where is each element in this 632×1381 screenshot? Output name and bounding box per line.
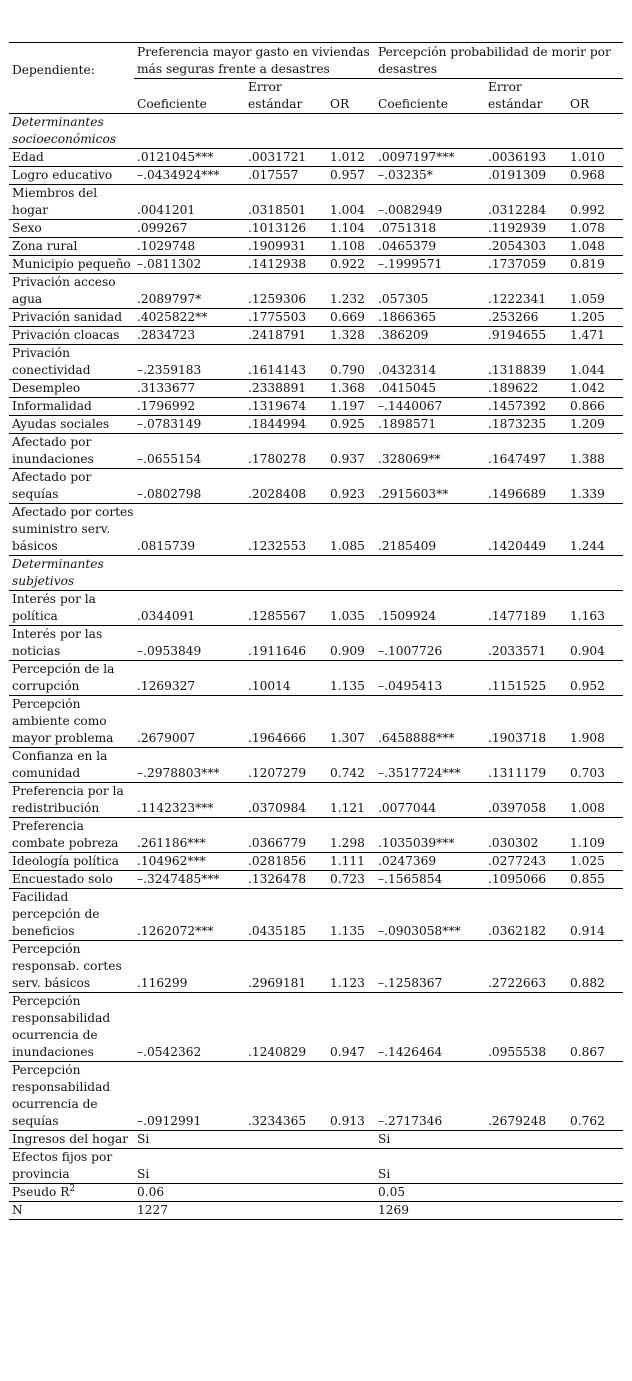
se-2-cell: .1311179 [488,766,547,780]
coef-2-cell: .1898571 [378,417,437,431]
coef-header-2: Coeficiente [378,97,448,111]
se-1-cell: .1207279 [248,766,307,780]
or-1-cell: 0.723 [330,872,365,886]
or-2-cell: 1.078 [570,221,605,235]
or-1-cell: 1.004 [330,203,365,217]
se-2-cell: .1318839 [488,363,547,377]
coef-1-cell: –.2978803*** [137,766,220,780]
se-2-cell: .2722663 [488,976,547,990]
or-1-cell: 1.135 [330,679,365,693]
se-2-cell: .1222341 [488,292,547,306]
section-title: Determinantes socioeconómicos [12,115,117,146]
regression-table [9,42,623,1220]
se-1-cell: .0435185 [248,924,307,938]
or-1-cell: 0.922 [330,257,365,271]
or-2-cell: 0.819 [570,257,605,271]
coef-2-cell: –.1426464 [378,1045,443,1059]
or-1-cell: 1.197 [330,399,365,413]
row-label: Desempleo [12,381,81,395]
coef-2-cell: .0077044 [378,801,437,815]
coef-2-cell: .057305 [378,292,429,306]
empty-cell [375,114,485,149]
se-1-cell: .10014 [248,679,291,693]
or-2-cell: 0.992 [570,203,605,217]
se-2-cell: .1647497 [488,452,547,466]
se-2-cell: .189622 [488,381,539,395]
or-2-cell: 0.855 [570,872,605,886]
table-row [9,256,623,274]
se-2-cell: .1457392 [488,399,547,413]
footer-value-1: 1227 [137,1203,169,1217]
empty-cell [134,114,245,149]
or-2-cell: 0.904 [570,644,605,658]
coef-2-cell: .6458888*** [378,731,455,745]
se-1-cell: .3234365 [248,1114,307,1128]
or-1-cell: 1.328 [330,328,365,342]
or-1-cell: 0.669 [330,310,365,324]
empty-cell [245,114,327,149]
or-1-cell: 1.135 [330,924,365,938]
se-2-cell: .0312284 [488,203,547,217]
or-2-cell: 1.048 [570,239,605,253]
coef-2-cell: .0432314 [378,363,437,377]
table-row [9,220,623,238]
or-1-cell: 0.790 [330,363,365,377]
row-label: Municipio pequeño [12,257,131,271]
coef-2-cell: –.1999571 [378,257,443,271]
row-label: Interés por las noticias [12,627,103,658]
se-header-1: Error estándar [245,79,327,114]
se-2-cell: .1420449 [488,539,547,553]
coef-2-cell: .328069** [378,452,441,466]
footer-label-text: Efectos fijos por provincia [12,1150,113,1181]
coef-1-cell: –.0811302 [137,257,202,271]
se-1-cell: .0031721 [248,150,307,164]
row-label: Ayudas sociales [12,417,110,431]
row-label: Logro educativo [12,168,113,182]
or-1-cell: 0.913 [330,1114,365,1128]
se-2-cell: .0191309 [488,168,547,182]
coef-2-cell: –.1007726 [378,644,443,658]
coef-1-cell: .0344091 [137,609,196,623]
or-2-cell: 1.109 [570,836,605,850]
group1-header: Preferencia mayor gasto en viviendas más seguras frente a desastres [137,45,370,76]
se-1-cell: .1232553 [248,539,307,553]
or-2-cell: 0.882 [570,976,605,990]
or-1-cell: 0.957 [330,168,365,182]
coef-2-cell: .0415045 [378,381,437,395]
coef-2-cell: .0097197*** [378,150,455,164]
se-1-cell: .1326478 [248,872,307,886]
table-row [9,149,623,167]
row-label: Informalidad [12,399,92,413]
or-2-cell: 1.044 [570,363,605,377]
se-1-cell: .1285567 [248,609,307,623]
or-1-cell: 1.108 [330,239,365,253]
coef-1-cell: –.0912991 [137,1114,202,1128]
row-label: Facilidad percepción de beneficios [12,890,100,938]
row-label: Privación cloacas [12,328,120,342]
se-header-2: Error estándar [488,80,543,111]
se-2-cell: .030302 [488,836,539,850]
coef-2-cell: –.1440067 [378,399,443,413]
or-2-cell: 1.059 [570,292,605,306]
or-1-cell: 1.123 [330,976,365,990]
empty-cell [327,556,375,591]
table-row [9,434,623,469]
row-label: Privación sanidad [12,310,122,324]
se-1-cell: .0366779 [248,836,307,850]
coef-1-cell: .1029748 [137,239,196,253]
or-2-cell: 1.205 [570,310,605,324]
coef-1-cell: .0041201 [137,203,196,217]
coef-1-cell: .261186*** [137,836,206,850]
se-1-cell: .1775503 [248,310,307,324]
empty-cell [375,556,485,591]
coef-1-cell: –.3247485*** [137,872,220,886]
or-1-cell: 1.111 [330,854,365,868]
se-1-cell: .017557 [248,168,299,182]
table-body [9,114,623,1220]
coef-2-cell: .1035039*** [378,836,455,850]
se-2-cell: .0362182 [488,924,547,938]
table-row [9,167,623,185]
se-1-cell: .1013126 [248,221,307,235]
row-label: Zona rural [12,239,78,253]
coef-1-cell: –.0783149 [137,417,202,431]
table-row [9,818,623,853]
or-2-cell: 1.244 [570,539,605,553]
se-2-cell: .1903718 [488,731,547,745]
se-2-cell: .1873235 [488,417,547,431]
coef-1-cell: .0815739 [137,539,196,553]
or-1-cell: 1.035 [330,609,365,623]
coef-1-cell: .0121045*** [137,150,214,164]
row-label: Percepción responsab. cortes serv. básicos [12,942,122,990]
coef-2-cell: .2185409 [378,539,437,553]
table-row [9,345,623,380]
or-2-cell: 1.163 [570,609,605,623]
dependiente-label: Dependiente: [12,62,95,77]
coef-2-cell: .1866365 [378,310,437,324]
or-2-cell: 0.703 [570,766,605,780]
coef-2-cell: –.3517724*** [378,766,461,780]
coef-1-cell: .4025822** [137,310,208,324]
footer-label [9,1149,134,1184]
footer-label-text: Pseudo R [12,1185,70,1199]
table-header [9,43,623,114]
footer-label [9,1202,134,1220]
or-2-cell: 1.388 [570,452,605,466]
empty-cell [485,114,567,149]
or-1-cell: 1.085 [330,539,365,553]
or-1-cell: 1.298 [330,836,365,850]
empty-cell [567,556,623,591]
or-2-cell: 1.209 [570,417,605,431]
coef-2-cell: .0247369 [378,854,437,868]
table-row [9,783,623,818]
coef-1-cell: .1269327 [137,679,196,693]
footer-value-2: Si [378,1167,391,1181]
coef-1-cell: .3133677 [137,381,196,395]
table-row [9,661,623,696]
table-row [9,626,623,661]
or-1-cell: 1.012 [330,150,365,164]
row-label: Edad [12,150,44,164]
coef-2-cell: –.1258367 [378,976,443,990]
table-row [9,941,623,993]
se-2-cell: .1496689 [488,487,547,501]
footer-value-2: Si [378,1132,391,1146]
row-label: Percepción responsabilidad ocurrencia de inundaciones [12,994,111,1059]
or-header-1: OR [327,79,375,114]
se-2-cell: .0036193 [488,150,547,164]
table-row [9,238,623,256]
coef-1-cell: –.0542362 [137,1045,202,1059]
se-1-cell: .1412938 [248,257,307,271]
se-1-cell: .2418791 [248,328,307,342]
se-2-cell: .2679248 [488,1114,547,1128]
table-row [9,416,623,434]
se-1-cell: .1964666 [248,731,307,745]
or-header-2: OR [570,97,590,111]
coef-1-cell: .2089797* [137,292,202,306]
empty-cell [327,114,375,149]
coef-2-cell: –.03235* [378,168,433,182]
or-1-cell: 0.909 [330,644,365,658]
or-2-cell: 1.471 [570,328,605,342]
section-title: Determinantes subjetivos [12,557,104,588]
coef-1-cell: –.2359183 [137,363,202,377]
or-2-cell: 1.339 [570,487,605,501]
se-1-cell: .0281856 [248,854,307,868]
or-1-cell: 0.947 [330,1045,365,1059]
row-label: Ideología política [12,854,120,868]
coef-2-cell: –.0495413 [378,679,443,693]
group2-header: Percepción probabilidad de morir por desastres [375,43,623,79]
table-row [9,591,623,626]
table-row [9,696,623,748]
footer-row [9,1131,623,1149]
se-2-cell: .1151525 [488,679,547,693]
se-1-cell: .1259306 [248,292,307,306]
se-1-cell: .0318501 [248,203,307,217]
table-row [9,185,623,220]
or-1-cell: 0.923 [330,487,365,501]
or-1-cell: 0.925 [330,417,365,431]
or-2-cell: 0.968 [570,168,605,182]
footer-value-1: Si [137,1132,150,1146]
coef-2-cell: –.2717346 [378,1114,443,1128]
footer-label [9,1184,134,1202]
se-1-cell: .1911646 [248,644,307,658]
or-2-cell: 0.867 [570,1045,605,1059]
coef-1-cell: .1262072*** [137,924,214,938]
row-label: Encuestado solo [12,872,113,886]
coef-2-cell: .2915603** [378,487,449,501]
se-1-cell: .1614143 [248,363,307,377]
row-label: Afectado por cortes suministro serv. básicos [12,505,134,553]
or-2-cell: 0.866 [570,399,605,413]
coef-2-cell: –.0082949 [378,203,443,217]
coef-2-cell: –.0903058*** [378,924,461,938]
or-2-cell: 1.042 [570,381,605,395]
footer-row [9,1202,623,1220]
or-1-cell: 1.307 [330,731,365,745]
se-2-cell: .0397058 [488,801,547,815]
or-2-cell: 0.914 [570,924,605,938]
or-2-cell: 1.025 [570,854,605,868]
row-label: Percepción ambiente como mayor problema [12,697,114,745]
table-row [9,274,623,309]
empty-cell [134,556,245,591]
footer-value-2: 0.05 [378,1185,406,1199]
or-2-cell: 0.952 [570,679,605,693]
row-label: Privación conectividad [12,346,91,377]
section-row [9,556,623,591]
or-2-cell: 1.008 [570,801,605,815]
table-row [9,853,623,871]
footer-value-1: Si [137,1167,150,1181]
or-2-cell: 0.762 [570,1114,605,1128]
coef-1-cell: .2679007 [137,731,196,745]
se-1-cell: .2338891 [248,381,307,395]
table-row [9,504,623,556]
coef-2-cell: .0751318 [378,221,437,235]
row-label: Preferencia por la redistribución [12,784,124,815]
table-row [9,309,623,327]
row-label: Percepción de la corrupción [12,662,115,693]
se-1-cell: .2028408 [248,487,307,501]
coef-1-cell: .104962*** [137,854,206,868]
se-2-cell: .2054303 [488,239,547,253]
se-2-cell: .1737059 [488,257,547,271]
se-1-cell: .2969181 [248,976,307,990]
coef-2-cell: .1509924 [378,609,437,623]
section-row [9,114,623,149]
se-2-cell: .9194655 [488,328,547,342]
coef-2-cell: –.1565854 [378,872,443,886]
table-row [9,398,623,416]
row-label: Preferencia combate pobreza [12,819,119,850]
coef-1-cell: .1142323*** [137,801,214,815]
se-1-cell: .1319674 [248,399,307,413]
coef-1-cell: –.0655154 [137,452,202,466]
footer-value-1: 0.06 [137,1185,165,1199]
row-label: Privación acceso agua [12,275,116,306]
footer-label-text: Ingresos del hogar [12,1132,129,1146]
or-1-cell: 1.232 [330,292,365,306]
table-row [9,993,623,1062]
or-2-cell: 1.908 [570,731,605,745]
or-1-cell: 0.742 [330,766,365,780]
empty-cell [245,556,327,591]
table-row [9,1062,623,1131]
se-1-cell: .1780278 [248,452,307,466]
coef-1-cell: –.0953849 [137,644,202,658]
superscript: 2 [69,1183,76,1194]
footer-row [9,1149,623,1184]
coef-2-cell: .386209 [378,328,429,342]
row-label: Afectado por inundaciones [12,435,94,466]
se-1-cell: .1844994 [248,417,307,431]
table-row [9,748,623,783]
footer-label-text: N [12,1203,23,1217]
empty-cell [485,556,567,591]
coef-1-cell: .099267 [137,221,188,235]
coef-1-cell: –.0434924*** [137,168,220,182]
empty-cell [567,114,623,149]
or-1-cell: 1.104 [330,221,365,235]
row-label: Percepción responsabilidad ocurrencia de sequías [12,1063,111,1128]
coef-1-cell: .2834723 [137,328,196,342]
se-2-cell: .1477189 [488,609,547,623]
se-1-cell: .1909931 [248,239,307,253]
table-row [9,327,623,345]
or-2-cell: 1.010 [570,150,605,164]
footer-value-2: 1269 [378,1203,410,1217]
se-2-cell: .1095066 [488,872,547,886]
row-label: Sexo [12,221,42,235]
coef-1-cell: –.0802798 [137,487,202,501]
or-1-cell: 1.121 [330,801,365,815]
se-2-cell: .0955538 [488,1045,547,1059]
footer-label [9,1131,134,1149]
row-label: Afectado por sequías [12,470,92,501]
or-1-cell: 0.937 [330,452,365,466]
table-row [9,871,623,889]
footer-row [9,1184,623,1202]
or-1-cell: 1.368 [330,381,365,395]
header-blank [9,79,134,114]
row-label: Confianza en la comunidad [12,749,108,780]
table-row [9,469,623,504]
coef-header-1: Coeficiente [134,79,245,114]
se-1-cell: .1240829 [248,1045,307,1059]
se-2-cell: .0277243 [488,854,547,868]
row-label: Interés por la política [12,592,96,623]
row-label: Miembros del hogar [12,186,98,217]
coef-2-cell: .0465379 [378,239,437,253]
se-2-cell: .253266 [488,310,539,324]
table-row [9,380,623,398]
table-row [9,889,623,941]
se-2-cell: .1192939 [488,221,547,235]
se-2-cell: .2033571 [488,644,547,658]
se-1-cell: .0370984 [248,801,307,815]
coef-1-cell: .116299 [137,976,188,990]
coef-1-cell: .1796992 [137,399,196,413]
